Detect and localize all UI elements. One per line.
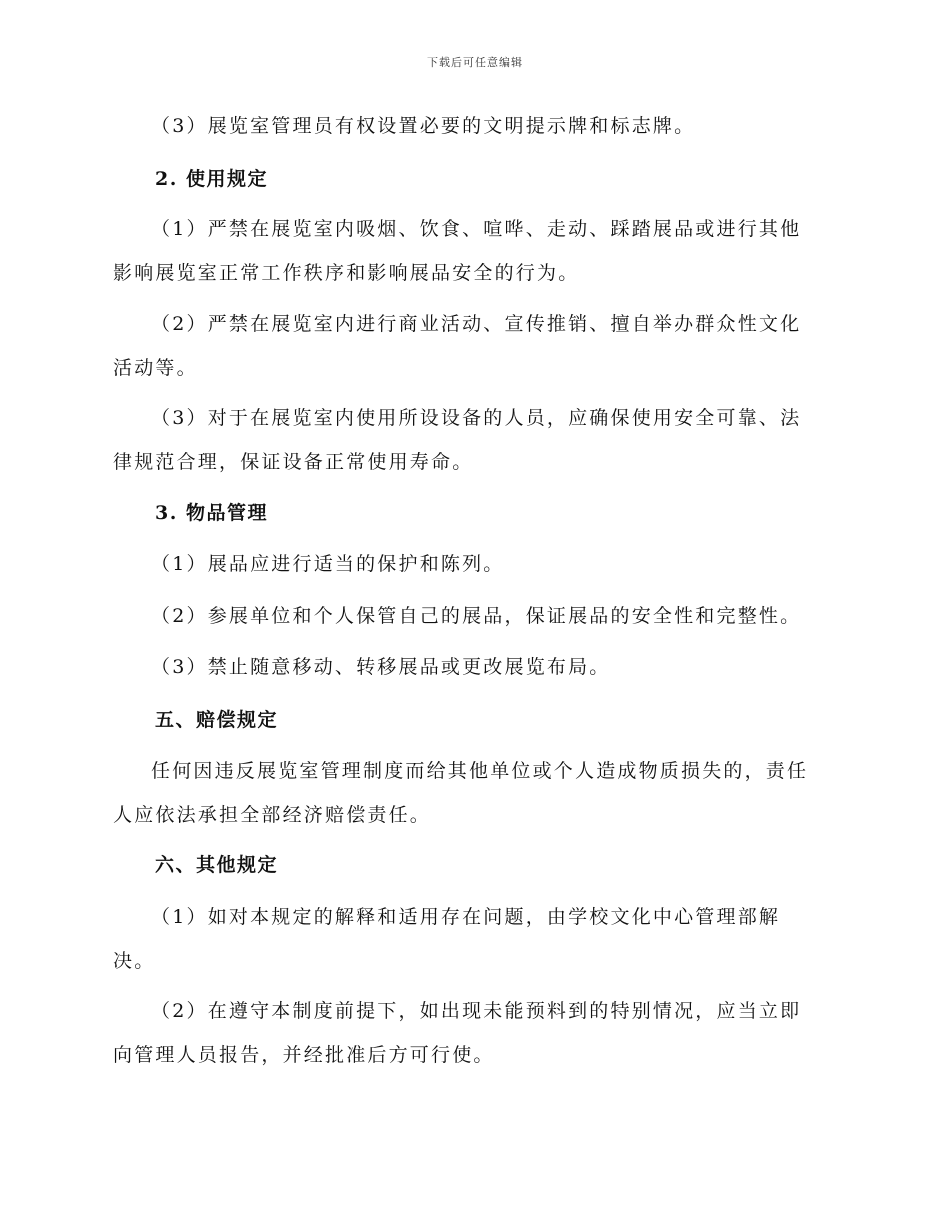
paragraph-line: （3）禁止随意移动、转移展品或更改展览布局。 bbox=[151, 656, 611, 678]
paragraph-line: 任何因违反展览室管理制度而给其他单位或个人造成物质损失的，责任 bbox=[151, 760, 809, 782]
paragraph-compensation-liability bbox=[113, 749, 833, 837]
paragraph-line: （2）参展单位和个人保管自己的展品，保证展品的安全性和完整性。 bbox=[151, 605, 802, 627]
paragraph-line: （2）在遵守本制度前提下，如出现未能预料到的特别情况，应当立即 bbox=[151, 1000, 802, 1022]
paragraph-line: 律规范合理，保证设备正常使用寿命。 bbox=[113, 451, 474, 473]
paragraph-prohibited-commercial bbox=[113, 302, 833, 390]
paragraph-interpretation bbox=[113, 895, 833, 983]
paragraph-exhibit-custody bbox=[113, 594, 833, 638]
paragraph-prohibited-behaviors bbox=[113, 207, 833, 295]
paragraph-line: （1）严禁在展览室内吸烟、饮食、喧哗、走动、踩踏展品或进行其他 bbox=[151, 218, 802, 240]
paragraph-line: 决。 bbox=[113, 950, 156, 972]
section-heading-usage-rules: 2. 使用规定 bbox=[155, 168, 268, 190]
section-heading-compensation: 五、赔偿规定 bbox=[155, 709, 279, 731]
page-header: 下载后可任意编辑 bbox=[427, 56, 523, 69]
paragraph-line: （1）展品应进行适当的保护和陈列。 bbox=[151, 553, 505, 575]
paragraph-equipment-use bbox=[113, 396, 833, 484]
section-heading-other-rules: 六、其他规定 bbox=[155, 854, 279, 876]
paragraph-special-situations bbox=[113, 989, 833, 1077]
paragraph-line: 活动等。 bbox=[113, 357, 198, 379]
paragraph-no-moving-exhibits bbox=[113, 645, 833, 689]
paragraph-line: 人应依法承担全部经济赔偿责任。 bbox=[113, 804, 432, 826]
paragraph-line: （3）对于在展览室内使用所设设备的人员，应确保使用安全可靠、法 bbox=[151, 407, 802, 429]
paragraph-line: （1）如对本规定的解释和适用存在问题，由学校文化中心管理部解 bbox=[151, 906, 781, 928]
paragraph-line: （3）展览室管理员有权设置必要的文明提示牌和标志牌。 bbox=[151, 115, 696, 137]
section-heading-item-management: 3. 物品管理 bbox=[155, 502, 268, 524]
paragraph-exhibit-protection bbox=[113, 542, 833, 586]
paragraph-display-signs bbox=[113, 104, 833, 148]
paragraph-line: 影响展览室正常工作秩序和影响展品安全的行为。 bbox=[113, 262, 580, 284]
paragraph-line: （2）严禁在展览室内进行商业活动、宣传推销、擅自举办群众性文化 bbox=[151, 313, 802, 335]
paragraph-line: 向管理人员报告，并经批准后方可行使。 bbox=[113, 1044, 495, 1066]
